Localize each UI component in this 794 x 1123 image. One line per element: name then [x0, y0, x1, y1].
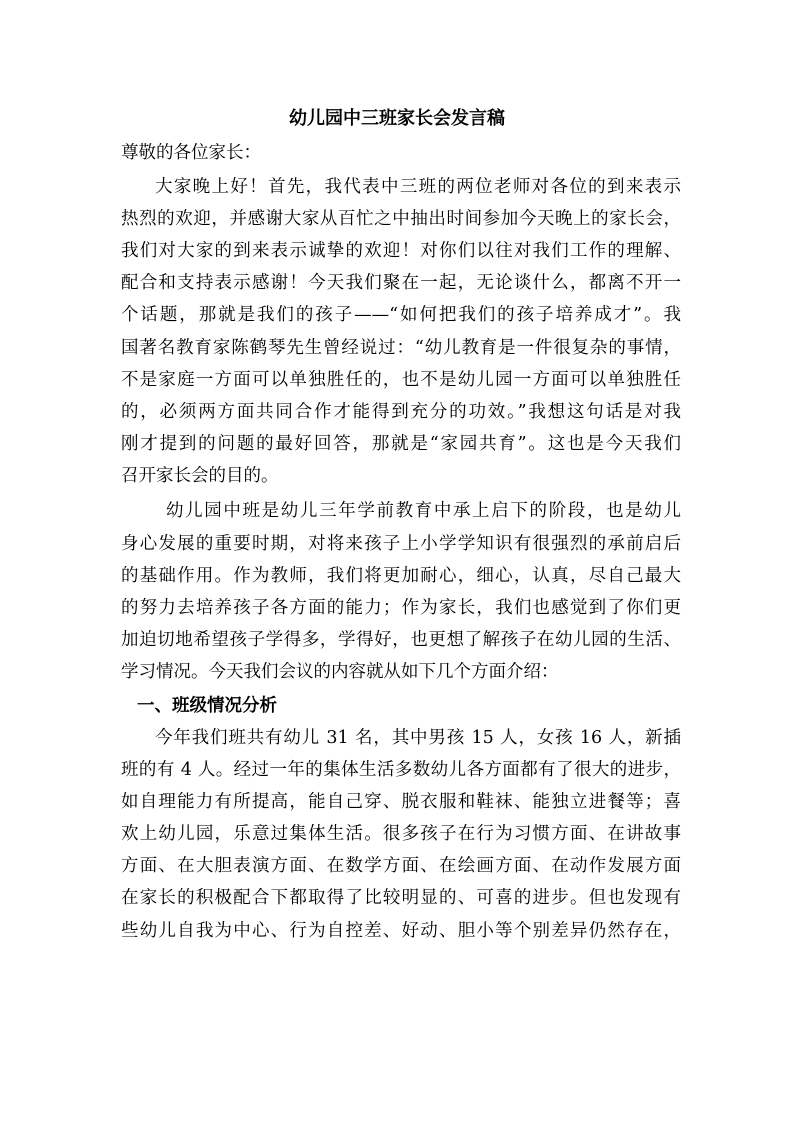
- text-line: 欢上幼儿园，乐意过集体生活。很多孩子在行为习惯方面、在讲故事: [121, 824, 681, 844]
- text-line: 的基础作用。作为教师，我们将更加耐心，细心，认真，尽自己最大: [121, 566, 681, 586]
- text-line: 些幼儿自我为中心、行为自控差、好动、胆小等个别差异仍然存在，: [121, 921, 681, 941]
- text-line: 召开家长会的目的。: [121, 466, 279, 486]
- section-heading: 一、班级情况分析: [137, 696, 277, 716]
- text-line: 我们对大家的到来表示诚挚的欢迎！对你们以往对我们工作的理解、: [121, 241, 681, 261]
- text-line: 班的有 4 人。经过一年的集体生活多数幼儿各方面都有了很大的进步，: [121, 760, 681, 780]
- text-line: 加迫切地希望孩子学得多，学得好，也更想了解孩子在幼儿园的生活、: [121, 630, 681, 650]
- text-line: 刚才提到的问题的最好回答，那就是“家园共育”。这也是今天我们: [121, 434, 681, 454]
- text-line: 幼儿园中班是幼儿三年学前教育中承上启下的阶段，也是幼儿: [166, 501, 681, 521]
- text-line: 今年我们班共有幼儿 31 名，其中男孩 15 人，女孩 16 人，新插: [155, 728, 681, 748]
- text-line: 在家长的积极配合下都取得了比较明显的、可喜的进步。但也发现有: [121, 888, 681, 908]
- document-title: 幼儿园中三班家长会发言稿: [289, 108, 505, 129]
- text-line: 方面、在大胆表演方面、在数学方面、在绘画方面、在动作发展方面: [121, 856, 681, 876]
- text-line: 大家晚上好！首先，我代表中三班的两位老师对各位的到来表示: [155, 177, 681, 197]
- salutation: 尊敬的各位家长：: [121, 143, 261, 163]
- text-line: 热烈的欢迎，并感谢大家从百忙之中抽出时间参加今天晚上的家长会，: [121, 209, 681, 229]
- text-line: 身心发展的重要时期，对将来孩子上小学学知识有很强烈的承前启后: [121, 534, 681, 554]
- text-line: 的努力去培养孩子各方面的能力；作为家长，我们也感觉到了你们更: [121, 598, 681, 618]
- text-line: 国著名教育家陈鹤琴先生曾经说过：“幼儿教育是一件很复杂的事情，: [121, 338, 681, 358]
- text-line: 不是家庭一方面可以单独胜任的，也不是幼儿园一方面可以单独胜任: [121, 370, 681, 390]
- text-line: 配合和支持表示感谢！今天我们聚在一起，无论谈什么，都离不开一: [121, 273, 681, 293]
- text-line: 学习情况。今天我们会议的内容就从如下几个方面介绍：: [121, 662, 559, 682]
- text-line: 个话题，那就是我们的孩子——“如何把我们的孩子培养成才”。我: [121, 305, 681, 325]
- text-line: 如自理能力有所提高，能自己穿、脱衣服和鞋袜、能独立进餐等；喜: [121, 792, 681, 812]
- text-line: 的，必须两方面共同合作才能得到充分的功效。”我想这句话是对我: [121, 402, 681, 422]
